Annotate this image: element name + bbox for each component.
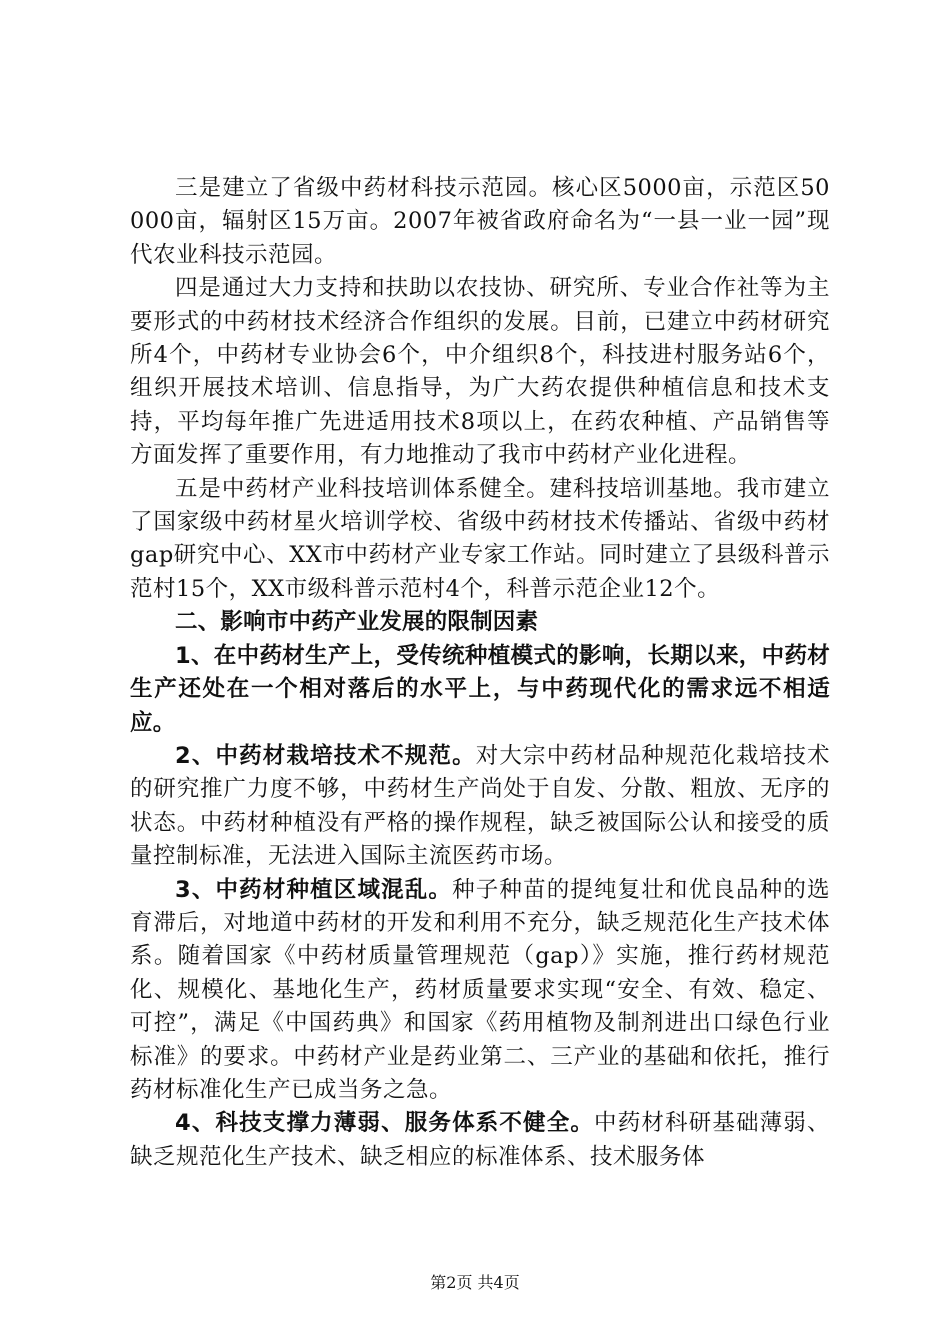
point-2-text: 对大宗中药材品种规范化栽培技术的研究推广力度不够，中药材生产尚处于自发、分散、粗放、无序的状态。中药材种植没有严格的操作规程，缺乏被国际公认和接受的质量控制标准，无法进入国际主流医药市场。 [130, 742, 830, 870]
paragraph-point-2 [130, 740, 830, 874]
document-body [130, 172, 830, 1174]
section-heading-constraints [130, 606, 830, 639]
point-4-lead: 4、科技支撑力薄弱、服务体系不健全。 [175, 1110, 595, 1137]
page-footer: 第2页 共4页 [430, 1273, 520, 1292]
paragraph-point-1 [130, 640, 830, 740]
paragraph-point-3 [130, 874, 830, 1108]
paragraph-text: 三是建立了省级中药材科技示范园。核心区5000亩，示范区50000亩，辐射区15万亩。2007年被省政府命名为“一县一业一园”现代农业科技示范园。 [130, 175, 830, 268]
point-3-lead: 3、中药材种植区域混乱。 [175, 876, 453, 903]
point-4-text: 中药材科研基础薄弱、缺乏规范化生产技术、缺乏相应的标准体系、技术服务体 [130, 1110, 830, 1170]
paragraph-training-system [130, 473, 830, 607]
paragraph-demo-park [130, 172, 830, 272]
point-2-lead: 2、中药材栽培技术不规范。 [175, 742, 476, 769]
paragraph-point-4 [130, 1107, 830, 1174]
point-1-text: 1、在中药材生产上，受传统种植模式的影响，长期以来，中药材生产还处在一个相对落后的水平上，与中药现代化的需求远不相适应。 [130, 642, 830, 736]
paragraph-text: 四是通过大力支持和扶助以农技协、研究所、专业合作社等为主要形式的中药材技术经济合作组织的发展。目前，已建立中药材研究所4个，中药材专业协会6个，中介组织8个，科技进村服务站6个，组织开展技术培训、信息指导，为广大药农提供种植信息和技术支持，平均每年推广先进适用技术8项以上，在药农种植、产品销售等方面发挥了重要作用，有力地推动了我市中药材产业化进程。 [130, 275, 830, 469]
paragraph-text: 五是中药材产业科技培训体系健全。建科技培训基地。我市建立了国家级中药材星火培训学校、省级中药材技术传播站、省级中药材gap研究中心、XX市中药材产业专家工作站。同时建立了县级科普示范村15个，XX市级科普示范村4个，科普示范企业12个。 [130, 475, 830, 602]
paragraph-cooperation [130, 272, 830, 472]
point-3-text: 种子种苗的提纯复壮和优良品种的选育滞后，对地道中药材的开发和利用不充分，缺乏规范化生产技术体系。随着国家《中药材质量管理规范（gap）》实施，推行药材规范化、规模化、基地化生产，药材质量要求实现“安全、有效、稳定、可控”，满足《中国药典》和国家《药用植物及制剂进出口绿色行业标准》的要求。中药材产业是药业第二、三产业的基础和依托，推行药材标准化生产已成当务之急。 [130, 876, 830, 1103]
section-heading-text: 二、影响市中药产业发展的限制因素 [175, 609, 539, 636]
